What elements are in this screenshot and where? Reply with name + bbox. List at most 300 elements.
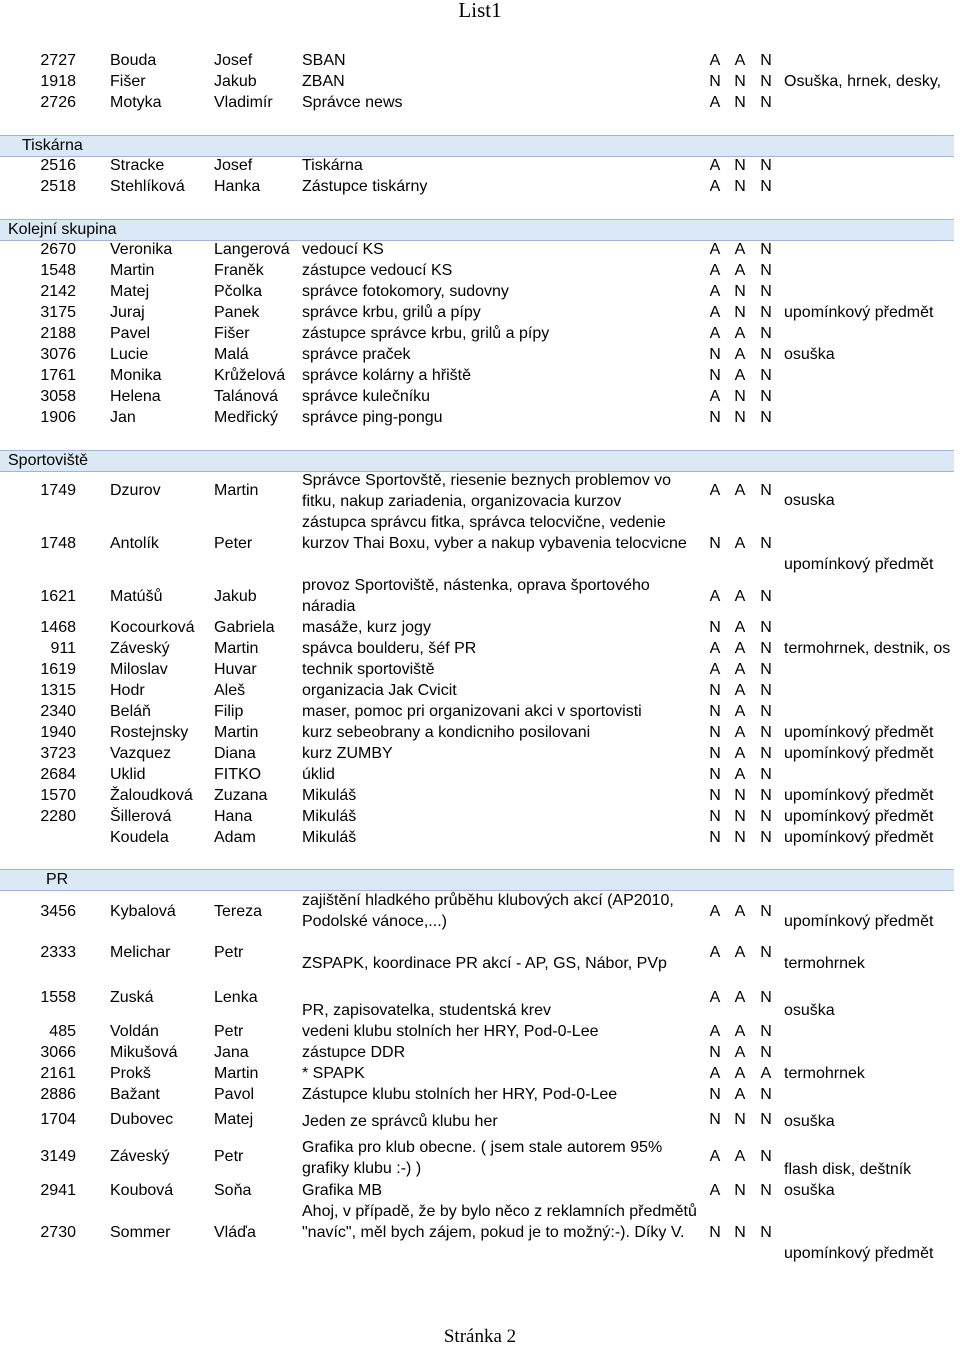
note: upomínkový předmět <box>784 304 934 321</box>
first-name: Hanka <box>214 178 261 195</box>
role: kurz ZUMBY <box>302 745 393 762</box>
section-title: Sportoviště <box>8 452 89 469</box>
surname: Dubovec <box>110 1111 174 1128</box>
flag-1: A <box>709 989 721 1006</box>
first-name: Gabriela <box>214 619 275 636</box>
flag-2: A <box>734 1065 746 1082</box>
flag-1: N <box>709 346 721 363</box>
flag-3: N <box>760 787 772 804</box>
flag-3: N <box>760 619 772 636</box>
flag-2: N <box>734 1182 746 1199</box>
flag-1: A <box>709 94 721 111</box>
first-name: Petr <box>214 1023 244 1040</box>
person-id: 2280 <box>40 808 76 825</box>
flag-1: A <box>709 588 721 605</box>
role: kurz sebeobrany a kondicniho posilovani <box>302 724 591 741</box>
role: PR, zapisovatelka, studentská krev <box>302 1002 552 1019</box>
note: upomínkový předmět <box>784 1245 934 1262</box>
first-name: Jakub <box>214 588 257 605</box>
flag-1: A <box>709 178 721 195</box>
surname: Helena <box>110 388 161 405</box>
person-id: 3076 <box>40 346 76 363</box>
flag-1: A <box>709 52 721 69</box>
first-name: Soňa <box>214 1182 252 1199</box>
person-id: 2670 <box>40 241 76 258</box>
surname: Bažant <box>110 1086 160 1103</box>
flag-2: A <box>734 682 746 699</box>
person-id: 2727 <box>40 52 76 69</box>
surname: Mikušová <box>110 1044 178 1061</box>
role: zástupce vedoucí KS <box>302 262 453 279</box>
flag-3: N <box>760 766 772 783</box>
person-id: 1621 <box>40 588 76 605</box>
flag-3: N <box>760 829 772 846</box>
person-id: 1315 <box>40 682 76 699</box>
flag-2: N <box>734 304 746 321</box>
flag-3: N <box>760 388 772 405</box>
first-name: Jakub <box>214 73 257 90</box>
flag-3: N <box>760 178 772 195</box>
flag-1: N <box>709 367 721 384</box>
first-name: Krůželová <box>214 367 286 384</box>
first-name: Josef <box>214 52 253 69</box>
flag-2: A <box>734 745 746 762</box>
person-id: 2161 <box>40 1065 76 1082</box>
surname: Matúšů <box>110 588 163 605</box>
note: osuška <box>784 1113 835 1130</box>
flag-3: N <box>760 367 772 384</box>
role: Grafika pro klub obecne. ( jsem stale autorem 95% grafiky klubu :-) ) <box>302 1139 663 1177</box>
flag-2: A <box>734 944 746 961</box>
person-id: 911 <box>50 640 76 657</box>
flag-3: N <box>760 703 772 720</box>
first-name: Matej <box>214 1111 254 1128</box>
surname: Uklid <box>110 766 146 783</box>
role: Mikuláš <box>302 829 357 846</box>
section-title: PR <box>46 871 69 888</box>
flag-1: A <box>709 241 721 258</box>
role: ZBAN <box>302 73 345 90</box>
flag-3: N <box>760 346 772 363</box>
role: Mikuláš <box>302 808 357 825</box>
note: osuška <box>784 1182 835 1199</box>
section-header <box>0 219 954 241</box>
surname: Lucie <box>110 346 149 363</box>
flag-2: A <box>734 325 746 342</box>
flag-3: A <box>760 1065 772 1082</box>
flag-2: A <box>734 482 746 499</box>
role: SBAN <box>302 52 346 69</box>
person-id: 2730 <box>40 1224 76 1241</box>
flag-3: N <box>760 1148 772 1165</box>
flag-2: A <box>734 640 746 657</box>
role: technik sportoviště <box>302 661 435 678</box>
surname: Miloslav <box>110 661 168 678</box>
flag-1: N <box>709 1044 721 1061</box>
flag-2: A <box>734 588 746 605</box>
flag-2: A <box>734 724 746 741</box>
person-id: 2886 <box>40 1086 76 1103</box>
flag-3: N <box>760 1044 772 1061</box>
first-name: Filip <box>214 703 244 720</box>
role: správce kulečníku <box>302 388 431 405</box>
flag-3: N <box>760 482 772 499</box>
role: správce ping-pongu <box>302 409 443 426</box>
flag-1: N <box>709 1224 721 1241</box>
section-title: Kolejní skupina <box>8 221 117 238</box>
flag-2: N <box>734 178 746 195</box>
flag-1: N <box>709 724 721 741</box>
person-id: 1570 <box>40 787 76 804</box>
flag-1: N <box>709 703 721 720</box>
first-name: FITKO <box>214 766 262 783</box>
surname: Bouda <box>110 52 157 69</box>
flag-2: N <box>734 409 746 426</box>
flag-3: N <box>760 304 772 321</box>
first-name: Martin <box>214 1065 259 1082</box>
surname: Šillerová <box>110 808 172 825</box>
first-name: Diana <box>214 745 256 762</box>
first-name: Lenka <box>214 989 258 1006</box>
role: maser, pomoc pri organizovani akci v sportovisti <box>302 703 642 720</box>
person-id: 1468 <box>40 619 76 636</box>
flag-1: N <box>709 619 721 636</box>
flag-3: N <box>760 535 772 552</box>
person-id: 2516 <box>40 157 76 174</box>
page-footer: Stránka 2 <box>443 1326 517 1347</box>
person-id: 3066 <box>40 1044 76 1061</box>
flag-3: N <box>760 1086 772 1103</box>
role: Jeden ze správců klubu her <box>302 1113 498 1130</box>
role: správce praček <box>302 346 411 363</box>
role: vedoucí KS <box>302 241 384 258</box>
flag-1: N <box>709 1111 721 1128</box>
surname: Jan <box>110 409 136 426</box>
flag-1: A <box>709 903 721 920</box>
first-name: Vladimír <box>214 94 273 111</box>
first-name: Adam <box>214 829 256 846</box>
first-name: Langerová <box>214 241 290 258</box>
section-title: Tiskárna <box>22 137 83 154</box>
note: upomínkový předmět <box>784 745 934 762</box>
surname: Melichar <box>110 944 171 961</box>
first-name: Huvar <box>214 661 257 678</box>
note: upomínkový předmět <box>784 724 934 741</box>
flag-3: N <box>760 944 772 961</box>
flag-1: N <box>709 409 721 426</box>
first-name: Jana <box>214 1044 249 1061</box>
role: provoz Sportoviště, nástenka, oprava športového náradia <box>302 577 650 615</box>
surname: Prokš <box>110 1065 151 1082</box>
person-id: 2941 <box>40 1182 76 1199</box>
person-id: 1704 <box>40 1111 76 1128</box>
first-name: Medřický <box>214 409 279 426</box>
surname: Koubová <box>110 1182 174 1199</box>
first-name: Martin <box>214 640 259 657</box>
note: osuška <box>784 1002 835 1019</box>
first-name: Franěk <box>214 262 264 279</box>
role: masáže, kurz jogy <box>302 619 431 636</box>
flag-3: N <box>760 241 772 258</box>
role: správce fotokomory, sudovny <box>302 283 509 300</box>
flag-3: N <box>760 808 772 825</box>
role: Mikuláš <box>302 787 357 804</box>
flag-2: A <box>734 989 746 1006</box>
surname: Rostejnsky <box>110 724 189 741</box>
section-header <box>0 135 954 157</box>
person-id: 3149 <box>40 1148 76 1165</box>
note: upomínkový předmět <box>784 787 934 804</box>
flag-1: A <box>709 388 721 405</box>
flag-1: A <box>709 1023 721 1040</box>
flag-1: A <box>709 944 721 961</box>
first-name: Hana <box>214 808 253 825</box>
flag-1: N <box>709 787 721 804</box>
flag-2: N <box>734 829 746 846</box>
first-name: Petr <box>214 1148 244 1165</box>
surname: Vazquez <box>110 745 172 762</box>
flag-2: N <box>734 808 746 825</box>
person-id: 1748 <box>40 535 76 552</box>
person-id: 2518 <box>40 178 76 195</box>
person-id: 1749 <box>40 482 76 499</box>
flag-3: N <box>760 262 772 279</box>
flag-1: A <box>709 1065 721 1082</box>
flag-1: N <box>709 766 721 783</box>
flag-3: N <box>760 94 772 111</box>
surname: Juraj <box>110 304 145 321</box>
first-name: Pavol <box>214 1086 255 1103</box>
flag-1: N <box>709 808 721 825</box>
person-id: 2340 <box>40 703 76 720</box>
role: Ahoj, v případě, že by bylo něco z reklamních předmětů "navíc", měl bych zájem, pokud je to možný:-). Díky V. <box>302 1203 697 1241</box>
flag-1: A <box>709 482 721 499</box>
flag-1: A <box>709 283 721 300</box>
flag-3: N <box>760 640 772 657</box>
flag-3: N <box>760 682 772 699</box>
flag-1: A <box>709 1148 721 1165</box>
role: zajištění hladkého průběhu klubových akcí (AP2010, Podolské vánoce,...) <box>302 892 674 930</box>
first-name: Peter <box>214 535 253 552</box>
role: ZSPAPK, koordinace PR akcí - AP, GS, Nábor, PVp <box>302 955 667 972</box>
flag-1: A <box>709 157 721 174</box>
first-name: Petr <box>214 944 244 961</box>
surname: Veronika <box>110 241 173 258</box>
person-id: 2333 <box>40 944 76 961</box>
flag-2: N <box>734 283 746 300</box>
first-name: Pčolka <box>214 283 263 300</box>
surname: Sommer <box>110 1224 171 1241</box>
role: Tiskárna <box>302 157 363 174</box>
surname: Monika <box>110 367 162 384</box>
flag-1: N <box>709 73 721 90</box>
flag-2: N <box>734 73 746 90</box>
person-id: 3456 <box>40 903 76 920</box>
role: organizacia Jak Cvicit <box>302 682 457 699</box>
flag-1: A <box>709 325 721 342</box>
note: upomínkový předmět <box>784 808 934 825</box>
first-name: Fišer <box>214 325 250 342</box>
first-name: Panek <box>214 304 260 321</box>
surname: Martin <box>110 262 155 279</box>
flag-2: A <box>734 661 746 678</box>
flag-3: N <box>760 588 772 605</box>
role: úklid <box>302 766 335 783</box>
person-id: 1558 <box>40 989 76 1006</box>
flag-2: A <box>734 52 746 69</box>
note: termohrnek, destnik, os <box>784 640 951 657</box>
flag-3: N <box>760 1111 772 1128</box>
surname: Žaloudková <box>110 787 193 804</box>
surname: Motyka <box>110 94 162 111</box>
flag-2: N <box>734 787 746 804</box>
note: upomínkový předmět <box>784 829 934 846</box>
note: upomínkový předmět <box>784 556 934 573</box>
person-id: 1918 <box>40 73 76 90</box>
surname: Kybalová <box>110 903 176 920</box>
first-name: Tereza <box>214 903 263 920</box>
role: správce krbu, grilů a pípy <box>302 304 481 321</box>
person-id: 2726 <box>40 94 76 111</box>
role: Správce news <box>302 94 403 111</box>
flag-1: A <box>709 640 721 657</box>
flag-1: N <box>709 829 721 846</box>
flag-2: A <box>734 367 746 384</box>
role: správce kolárny a hřiště <box>302 367 471 384</box>
flag-3: N <box>760 157 772 174</box>
person-id: 3058 <box>40 388 76 405</box>
surname: Voldán <box>110 1023 159 1040</box>
flag-1: N <box>709 1086 721 1103</box>
flag-2: N <box>734 157 746 174</box>
flag-3: N <box>760 1182 772 1199</box>
flag-1: A <box>709 262 721 279</box>
first-name: Talánová <box>214 388 279 405</box>
first-name: Aleš <box>214 682 246 699</box>
person-id: 485 <box>49 1023 76 1040</box>
surname: Záveský <box>110 640 170 657</box>
role: zástupce DDR <box>302 1044 406 1061</box>
flag-3: N <box>760 1224 772 1241</box>
person-id: 3723 <box>40 745 76 762</box>
person-id: 2188 <box>40 325 76 342</box>
flag-1: A <box>709 304 721 321</box>
person-id: 1940 <box>40 724 76 741</box>
flag-3: N <box>760 52 772 69</box>
flag-2: N <box>734 1111 746 1128</box>
surname: Kocourková <box>110 619 195 636</box>
flag-2: A <box>734 535 746 552</box>
section-header <box>0 869 954 891</box>
surname: Hodr <box>110 682 145 699</box>
flag-3: N <box>760 325 772 342</box>
role: Grafika MB <box>302 1182 383 1199</box>
flag-2: A <box>734 241 746 258</box>
role: zástupce správce krbu, grilů a pípy <box>302 325 550 342</box>
flag-2: A <box>734 1086 746 1103</box>
first-name: Vláďa <box>214 1224 256 1241</box>
role: * SPAPK <box>302 1065 365 1082</box>
flag-2: A <box>734 619 746 636</box>
flag-2: A <box>734 1023 746 1040</box>
surname: Beláň <box>110 703 151 720</box>
flag-1: A <box>709 1182 721 1199</box>
role: Správce Sportovště, riesenie beznych problemov vo fitku, nakup zariadenia, organizovacia kurzov <box>302 472 672 510</box>
flag-3: N <box>760 409 772 426</box>
person-id: 1548 <box>40 262 76 279</box>
flag-3: N <box>760 903 772 920</box>
first-name: Martin <box>214 724 259 741</box>
section-header <box>0 450 954 472</box>
person-id: 1761 <box>40 367 76 384</box>
flag-1: A <box>709 661 721 678</box>
flag-2: N <box>734 94 746 111</box>
first-name: Zuzana <box>214 787 268 804</box>
note: upomínkový předmět <box>784 913 934 930</box>
flag-2: A <box>734 766 746 783</box>
flag-3: N <box>760 745 772 762</box>
surname: Záveský <box>110 1148 170 1165</box>
flag-3: N <box>760 989 772 1006</box>
note: flash disk, deštník <box>784 1161 912 1178</box>
note: osuska <box>784 492 835 509</box>
surname: Matej <box>110 283 150 300</box>
flag-2: A <box>734 1148 746 1165</box>
surname: Stehlíková <box>110 178 185 195</box>
flag-3: N <box>760 724 772 741</box>
person-id: 1906 <box>40 409 76 426</box>
flag-3: N <box>760 1023 772 1040</box>
surname: Antolík <box>110 535 159 552</box>
flag-1: N <box>709 745 721 762</box>
first-name: Malá <box>214 346 249 363</box>
note: Osuška, hrnek, desky, <box>784 73 942 90</box>
role: zástupca správcu fitka, správca telocvične, vedenie kurzov Thai Boxu, vyber a nakup vybavenia telocvicne <box>302 514 687 552</box>
first-name: Josef <box>214 157 253 174</box>
note: termohrnek <box>784 1065 865 1082</box>
note: termohrnek <box>784 955 865 972</box>
flag-3: N <box>760 73 772 90</box>
role: spávca boulderu, šéf PR <box>302 640 477 657</box>
flag-2: A <box>734 346 746 363</box>
role: Zástupce tiskárny <box>302 178 428 195</box>
surname: Fišer <box>110 73 146 90</box>
flag-3: N <box>760 283 772 300</box>
sheet-title: List1 <box>458 0 502 22</box>
flag-1: N <box>709 535 721 552</box>
surname: Stracke <box>110 157 165 174</box>
surname: Pavel <box>110 325 151 342</box>
role: vedeni klubu stolních her HRY, Pod-0-Lee <box>302 1023 599 1040</box>
person-id: 2684 <box>40 766 76 783</box>
flag-2: A <box>734 903 746 920</box>
person-id: 1619 <box>40 661 76 678</box>
flag-2: A <box>734 1044 746 1061</box>
first-name: Martin <box>214 482 259 499</box>
flag-2: A <box>734 703 746 720</box>
flag-2: N <box>734 388 746 405</box>
surname: Dzurov <box>110 482 161 499</box>
surname: Koudela <box>110 829 169 846</box>
flag-1: N <box>709 682 721 699</box>
person-id: 3175 <box>40 304 76 321</box>
role: Zástupce klubu stolních her HRY, Pod-0-Lee <box>302 1086 618 1103</box>
flag-2: N <box>734 1224 746 1241</box>
flag-3: N <box>760 661 772 678</box>
note: osuška <box>784 346 835 363</box>
person-id: 2142 <box>40 283 76 300</box>
flag-2: A <box>734 262 746 279</box>
